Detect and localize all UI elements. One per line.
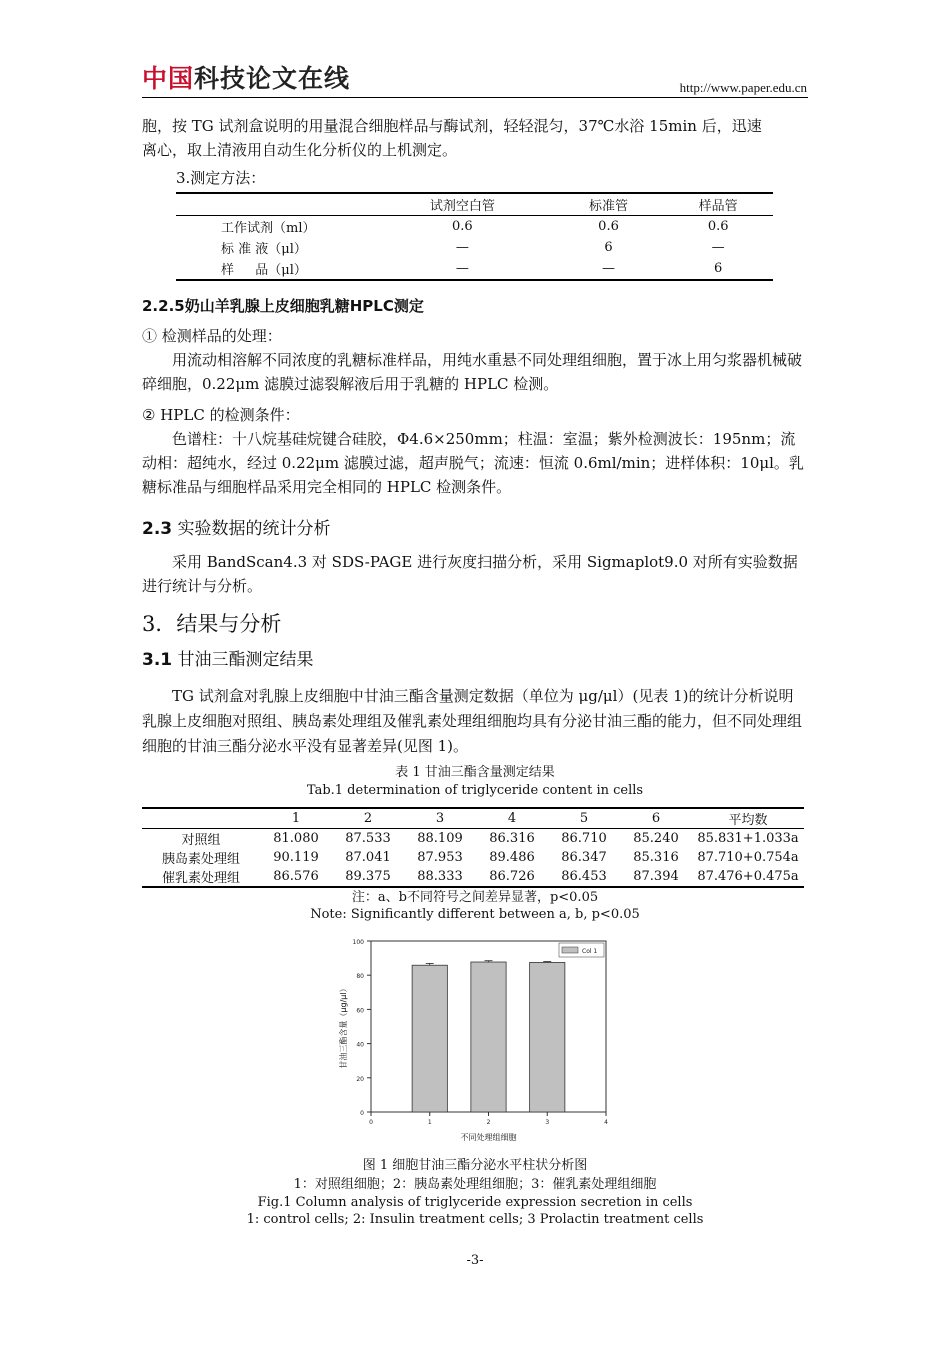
tg-cell: 89.375 (332, 867, 404, 887)
tg-th: 平均数 (692, 808, 804, 829)
tg-cell: 89.486 (489, 850, 535, 865)
figure-legend-cn: 1：对照组细胞；2：胰岛素处理组细胞；3：催乳素处理组细胞 (293, 1177, 657, 1192)
table-row (176, 237, 773, 258)
x-tick-label: 2 (486, 1119, 491, 1126)
tg-cell: 86.316 (489, 831, 535, 846)
tg-cell-mean: 87.710+0.754a (697, 850, 799, 865)
tg-cell-mean: 85.831+1.033a (697, 831, 799, 846)
tg-cell: 87.953 (417, 850, 463, 865)
method-cell: 0.6 (707, 219, 729, 234)
statistics-paragraph: 采用 BandScan4.3 对 SDS-PAGE 进行灰度扫描分析，采用 Sigmaplot9.0 对所有实验数据进行统计与分析。 (142, 553, 798, 595)
legend-label: Col 1 (582, 948, 598, 955)
method-cell: — (455, 240, 469, 255)
tg-th: 1 (260, 808, 332, 829)
section-3-1-number: 3.1 (142, 650, 173, 670)
site-logo: 中国科技论文在线 (142, 64, 351, 93)
tg-cell: 87.533 (345, 831, 391, 846)
y-tick-label: 100 (352, 939, 364, 946)
x-tick-label: 4 (604, 1119, 608, 1126)
tg-cell: 86.347 (561, 850, 607, 865)
x-tick-label: 0 (369, 1119, 373, 1126)
method-cell-label: 样 品（μl） (176, 258, 371, 280)
tg-th: 5 (548, 808, 620, 829)
method-table (176, 192, 773, 281)
tg-cell: 85.316 (633, 850, 679, 865)
x-axis-label: 不同处理组细胞 (460, 1133, 517, 1142)
method-cell: — (711, 240, 725, 255)
x-tick-label: 3 (545, 1119, 550, 1126)
tg-cell: 86.453 (548, 867, 620, 887)
table-row (142, 867, 804, 887)
tg-cell: 88.333 (404, 867, 476, 887)
intro-line-2: 离心，取上清液用自动生化分析仪的上机测定。 (142, 141, 458, 159)
table-caption-en: Tab.1 determination of triglyceride content in cells (306, 783, 644, 798)
y-tick-label: 0 (360, 1110, 364, 1117)
section-3-1-heading (142, 648, 808, 672)
tg-cell: 85.240 (633, 831, 679, 846)
section-2-3-title: 实验数据的统计分析 (172, 519, 331, 539)
tg-th: 3 (404, 808, 476, 829)
tg-cell-label: 催乳素处理组 (142, 867, 260, 887)
section-3-heading: 3．结果与分析 (142, 612, 282, 636)
method-cell: — (371, 258, 554, 280)
method-cell: 0.6 (598, 219, 619, 234)
triglyceride-table (142, 807, 804, 888)
tg-cell: 87.041 (345, 850, 391, 865)
tg-th: 6 (620, 808, 692, 829)
tg-th: 2 (332, 808, 404, 829)
list-item-2: ② HPLC 的检测条件： (142, 406, 300, 424)
tg-cell: 87.394 (620, 867, 692, 887)
hplc-conditions-paragraph: 色谱柱：十八烷基硅烷键合硅胶，Φ4.6×250mm；柱温：室温；紫外检测波长：195nm；流动相：超纯水，经过 0.22μm 滤膜过滤，超声脱气；流速：恒流 0.6ml/min；进样体积：10μl。乳糖标准品与细胞样品采用完全相同的 HPLC 检测条件。 (142, 430, 804, 496)
header-rule (142, 97, 808, 98)
method-cell: 6 (663, 258, 773, 280)
section-2-3-number: 2.3 (142, 519, 173, 539)
page-number: -3- (466, 1253, 484, 1268)
method-cell-label: 标 准 液（μl） (221, 242, 307, 257)
tg-cell: 88.109 (417, 831, 463, 846)
tg-cell-label: 胰岛素处理组 (161, 852, 240, 867)
y-tick-label: 20 (356, 1075, 364, 1083)
sample-processing-paragraph: 用流动相溶解不同浓度的乳糖标准样品，用纯水重悬不同处理组细胞，置于冰上用匀浆器机械破碎细胞，0.22μm 滤膜过滤裂解液后用于乳糖的 HPLC 检测。 (142, 351, 803, 393)
y-tick-label: 40 (356, 1041, 364, 1049)
tg-cell: 86.576 (260, 867, 332, 887)
tg-th (142, 808, 260, 829)
table-row (142, 829, 804, 849)
method-th-3: 样品管 (663, 193, 773, 216)
tg-th: 4 (476, 808, 548, 829)
bar (412, 965, 447, 1112)
figure-caption-en: Fig.1 Column analysis of triglyceride expression secretion in cells (257, 1195, 693, 1210)
tg-cell: 81.080 (273, 831, 319, 846)
method-cell: 0.6 (452, 219, 473, 234)
table-row (176, 258, 773, 280)
bar (471, 962, 506, 1112)
table-row (176, 216, 773, 238)
x-tick-label: 1 (427, 1119, 432, 1126)
method-th-1: 试剂空白管 (371, 193, 554, 216)
y-tick-label: 60 (356, 1007, 364, 1015)
triglyceride-table-header (142, 808, 804, 829)
tg-cell: 86.710 (561, 831, 607, 846)
tg-results-paragraph: TG 试剂盒对乳腺上皮细胞中甘油三酯含量测定数据（单位为 μg/μl）(见表 1)的统计分析说明乳腺上皮细胞对照组、胰岛素处理组及催乳素处理组细胞均具有分泌甘油三酯的能力，但不同处理组细胞的甘油三酯分泌水平没有显著差异(见图 1)。 (142, 687, 803, 755)
method-table-header (176, 193, 773, 216)
table-note-cn: 注：a、b不同符号之间差异显著，p<0.05 (351, 890, 599, 905)
tg-cell-mean: 87.476+0.475a (692, 867, 804, 887)
triglyceride-bar-chart (320, 930, 620, 1150)
figure-legend-en: 1: control cells; 2: Insulin treatment cells; 3 Prolactin treatment cells (246, 1212, 704, 1227)
method-cell-label: 工作试剂（ml） (221, 221, 316, 236)
table-row (142, 848, 804, 867)
list-item-1: ① 检测样品的处理： (142, 327, 282, 345)
y-axis-label: 甘油三酯含量（μg/μl） (339, 984, 348, 1069)
figure-caption-cn: 图 1 细胞甘油三酯分泌水平柱状分析图 (362, 1158, 588, 1173)
header-url[interactable]: http://www.paper.edu.cn (679, 80, 807, 95)
table-note-en: Note: Significantly different between a, b, p<0.05 (310, 907, 640, 922)
intro-line-1: 胞，按 TG 试剂盒说明的用量混合细胞样品与酶试剂，轻轻混匀，37℃水浴 15min 后，迅速 (142, 117, 762, 135)
method-th-2: 标准管 (554, 193, 664, 216)
method-cell: 6 (604, 240, 613, 255)
section-2-2-5-heading: 2.2.5奶山羊乳腺上皮细胞乳糖HPLC测定 (142, 297, 424, 315)
tg-cell: 90.119 (273, 850, 319, 865)
method-th-0 (176, 193, 371, 216)
method-cell: — (554, 258, 664, 280)
section-3-1-title: 甘油三酯测定结果 (172, 650, 314, 670)
section-2-3-heading (142, 517, 808, 541)
tg-cell: 86.726 (476, 867, 548, 887)
method-label: 3.测定方法： (176, 169, 266, 187)
table-caption-cn: 表 1 甘油三酯含量测定结果 (395, 765, 555, 780)
tg-cell-label: 对照组 (181, 833, 221, 848)
y-tick-label: 80 (356, 973, 364, 981)
bar (530, 962, 565, 1112)
legend-swatch (562, 947, 578, 953)
